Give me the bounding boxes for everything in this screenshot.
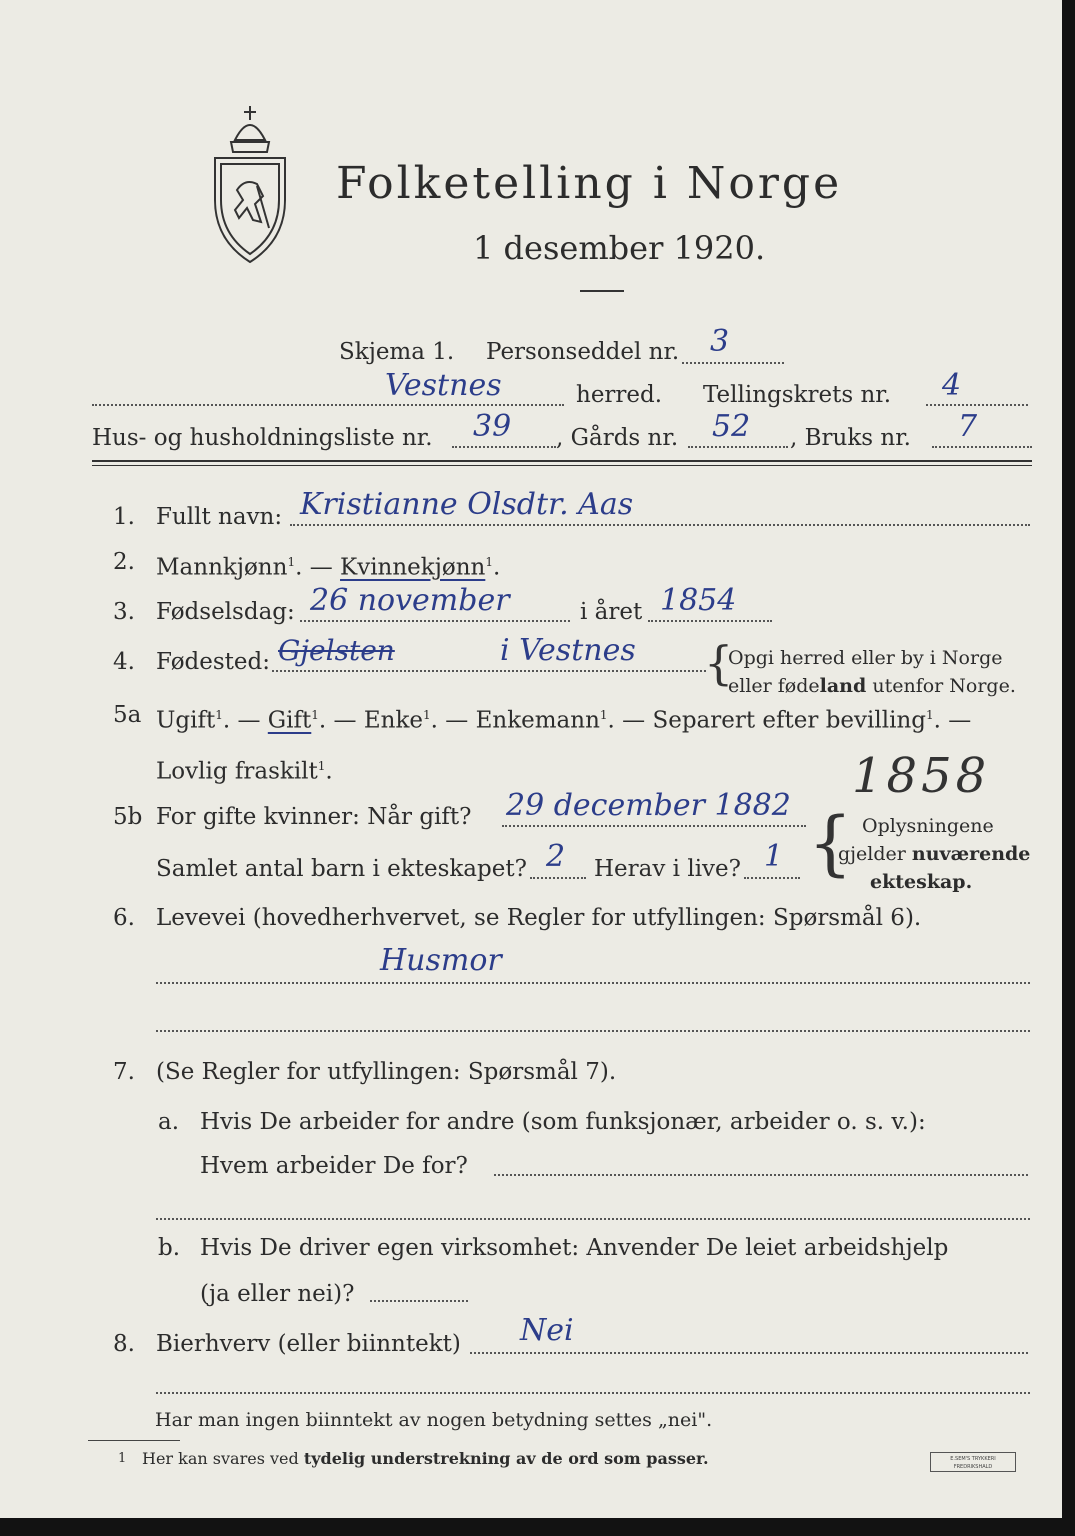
footnote-text — [142, 1448, 709, 1470]
q5a-options-line2: Lovlig fraskilt$^1$. — [156, 758, 333, 785]
option-enke[interactable]: . — Enke — [318, 707, 424, 734]
margin-year-note: 1858 — [852, 748, 991, 804]
q5b-line1 — [502, 825, 806, 827]
q5b-line2 — [530, 877, 586, 879]
footnote-mark: 1 — [118, 1451, 127, 1466]
q4-line — [272, 670, 706, 672]
hus-label: Hus- og husholdningsliste nr. — [92, 425, 433, 451]
q7a-text: Hvis De arbeider for andre (som funksjonær, arbeider o. s. v.): — [200, 1109, 926, 1135]
q5b-value3[interactable]: 1 — [764, 839, 784, 874]
census-date: 1 desember 1920. — [473, 229, 766, 267]
tellingskrets-line — [926, 404, 1028, 406]
q5b-value1[interactable]: 29 december 1882 — [506, 788, 791, 823]
q3-label: Fødselsdag: — [156, 599, 295, 625]
q5b-label1: For gifte kvinner: Når gift? — [156, 804, 472, 830]
q5a-number: 5a — [113, 702, 142, 728]
q7a-question: Hvem arbeider De for? — [200, 1153, 468, 1179]
gards-line — [688, 446, 788, 448]
personseddel-label: Personseddel nr. — [486, 339, 680, 365]
q4-note2-a: eller føde — [728, 675, 820, 697]
title-divider — [580, 290, 624, 292]
printer-stamp-line1: E.SEM'S TRYKKERI — [950, 1456, 996, 1462]
q3-year-line — [648, 620, 772, 622]
form-title: Folketelling i Norge — [336, 158, 843, 209]
q7a-letter: a. — [158, 1109, 180, 1135]
q1-line — [290, 524, 1030, 526]
q4-note2-c: utenfor Norge. — [866, 675, 1016, 697]
header-divider-2 — [92, 465, 1032, 466]
q8-line2 — [156, 1392, 1030, 1394]
skjema-label: Skjema 1. — [339, 339, 455, 365]
q5a-options: Ugift$^1$. — Gift$^1$. — Enke$^1$. — Enkemann$^1$. — Separert efter bevilling$^1$. — — [156, 707, 972, 734]
q2-separator: . — — [295, 554, 333, 581]
q7a-line2 — [156, 1218, 1030, 1220]
coat-of-arms-icon — [205, 100, 295, 270]
q8-value[interactable]: Nei — [520, 1313, 574, 1348]
bruks-label: , Bruks nr. — [790, 425, 911, 451]
option-ugift[interactable]: Ugift — [156, 707, 216, 734]
option-lovlig-fraskilt[interactable]: Lovlig fraskilt — [156, 758, 318, 785]
q5a-line2-end: . — [325, 758, 333, 785]
q5b-line3 — [744, 877, 800, 879]
option-mannkjonn[interactable]: Mannkjønn — [156, 554, 288, 581]
personseddel-line — [682, 362, 784, 364]
q2-number: 2. — [113, 549, 135, 575]
q6-label: Levevei (hovedherhvervet, se Regler for utfyllingen: Spørsmål 6). — [156, 905, 922, 931]
q5a-sep1: . — — [222, 707, 268, 734]
q7b-line — [370, 1300, 468, 1302]
q5b-note-line1: Oplysningene — [862, 815, 994, 837]
q3-line — [300, 620, 570, 622]
q3-number: 3. — [113, 599, 135, 625]
header-divider-1 — [92, 460, 1032, 462]
q5b-label3: Herav i live? — [594, 856, 741, 882]
option-enkemann[interactable]: . — Enkemann — [430, 707, 600, 734]
q1-value[interactable]: Kristianne Olsdtr. Aas — [300, 487, 634, 522]
q5b-note2-b: nuværende — [911, 843, 1031, 865]
q6-value[interactable]: Husmor — [380, 943, 502, 978]
q7a-line — [494, 1174, 1028, 1176]
q7b-letter: b. — [158, 1235, 181, 1261]
personseddel-value[interactable]: 3 — [710, 324, 730, 359]
q7-label: (Se Regler for utfyllingen: Spørsmål 7). — [156, 1059, 617, 1085]
q5b-number: 5b — [113, 804, 143, 830]
q4-value[interactable]: i Vestnes — [500, 633, 636, 668]
option-gift[interactable]: Gift — [267, 707, 312, 734]
q4-brace: { — [704, 636, 734, 690]
q4-note-line1: Opgi herred eller by i Norge — [728, 647, 1003, 669]
hus-line — [452, 446, 556, 448]
q3-year-value[interactable]: 1854 — [660, 583, 737, 618]
q6-line2 — [156, 1030, 1030, 1032]
q6-number: 6. — [113, 905, 135, 931]
q5b-note2-a: gjelder — [838, 843, 912, 865]
herred-line — [92, 404, 564, 406]
footnote-text-a: Her kan svares ved — [142, 1449, 304, 1468]
bruks-line — [932, 446, 1032, 448]
q7b-text: Hvis De driver egen virksomhet: Anvender De leiet arbeidshjelp — [200, 1235, 949, 1261]
herred-value[interactable]: Vestnes — [385, 368, 502, 403]
q2-end: . — [492, 554, 501, 581]
bruks-value[interactable]: 7 — [958, 409, 978, 444]
hus-value[interactable]: 39 — [473, 409, 512, 444]
printer-stamp — [930, 1452, 1016, 1472]
q8-line — [470, 1352, 1028, 1354]
q1-label: Fullt navn: — [156, 504, 283, 530]
footnote-text-b: tydelig understrekning av de ord som passer. — [303, 1449, 709, 1468]
q5a-end: . — — [933, 707, 972, 734]
printer-stamp-line2: FREDRIKSHALD — [953, 1464, 993, 1470]
q5b-note-line2 — [838, 842, 1030, 866]
q5b-brace: { — [808, 802, 853, 884]
q4-label: Fødested: — [156, 649, 271, 675]
q4-struck-value: Gjelsten — [278, 634, 395, 667]
footnote-divider — [88, 1440, 180, 1441]
gards-value[interactable]: 52 — [712, 409, 751, 444]
q4-note2-b: land — [819, 675, 867, 697]
q8-label: Bierhverv (eller biinntekt) — [156, 1331, 461, 1357]
option-kvinnekjonn[interactable]: Kvinnekjønn — [340, 554, 486, 581]
q7b-question: (ja eller nei)? — [200, 1281, 355, 1307]
tellingskrets-value[interactable]: 4 — [942, 368, 962, 403]
q4-note-line2 — [728, 674, 1016, 698]
q5b-label2: Samlet antal barn i ekteskapet? — [156, 856, 527, 882]
q4-number: 4. — [113, 649, 135, 675]
q6-line1 — [156, 982, 1030, 984]
q7-number: 7. — [113, 1059, 135, 1085]
q2-sex-options: Mannkjønn$^1$. — Kvinnekjønn$^1$. — [156, 554, 501, 581]
option-separert[interactable]: . — Separert efter bevilling — [607, 707, 926, 734]
q3-year-label: i året — [580, 599, 643, 625]
q3-value[interactable]: 26 november — [310, 583, 510, 618]
tellingskrets-label: Tellingskrets nr. — [703, 382, 892, 408]
gards-label: , Gårds nr. — [556, 425, 679, 451]
q8-number: 8. — [113, 1331, 135, 1357]
q1-number: 1. — [113, 504, 135, 530]
note-nei: Har man ingen biinntekt av nogen betydning settes „nei". — [155, 1409, 713, 1431]
herred-label: herred. — [576, 382, 663, 408]
q5b-value2[interactable]: 2 — [546, 839, 566, 874]
q5b-note-line3: ekteskap. — [870, 871, 973, 893]
